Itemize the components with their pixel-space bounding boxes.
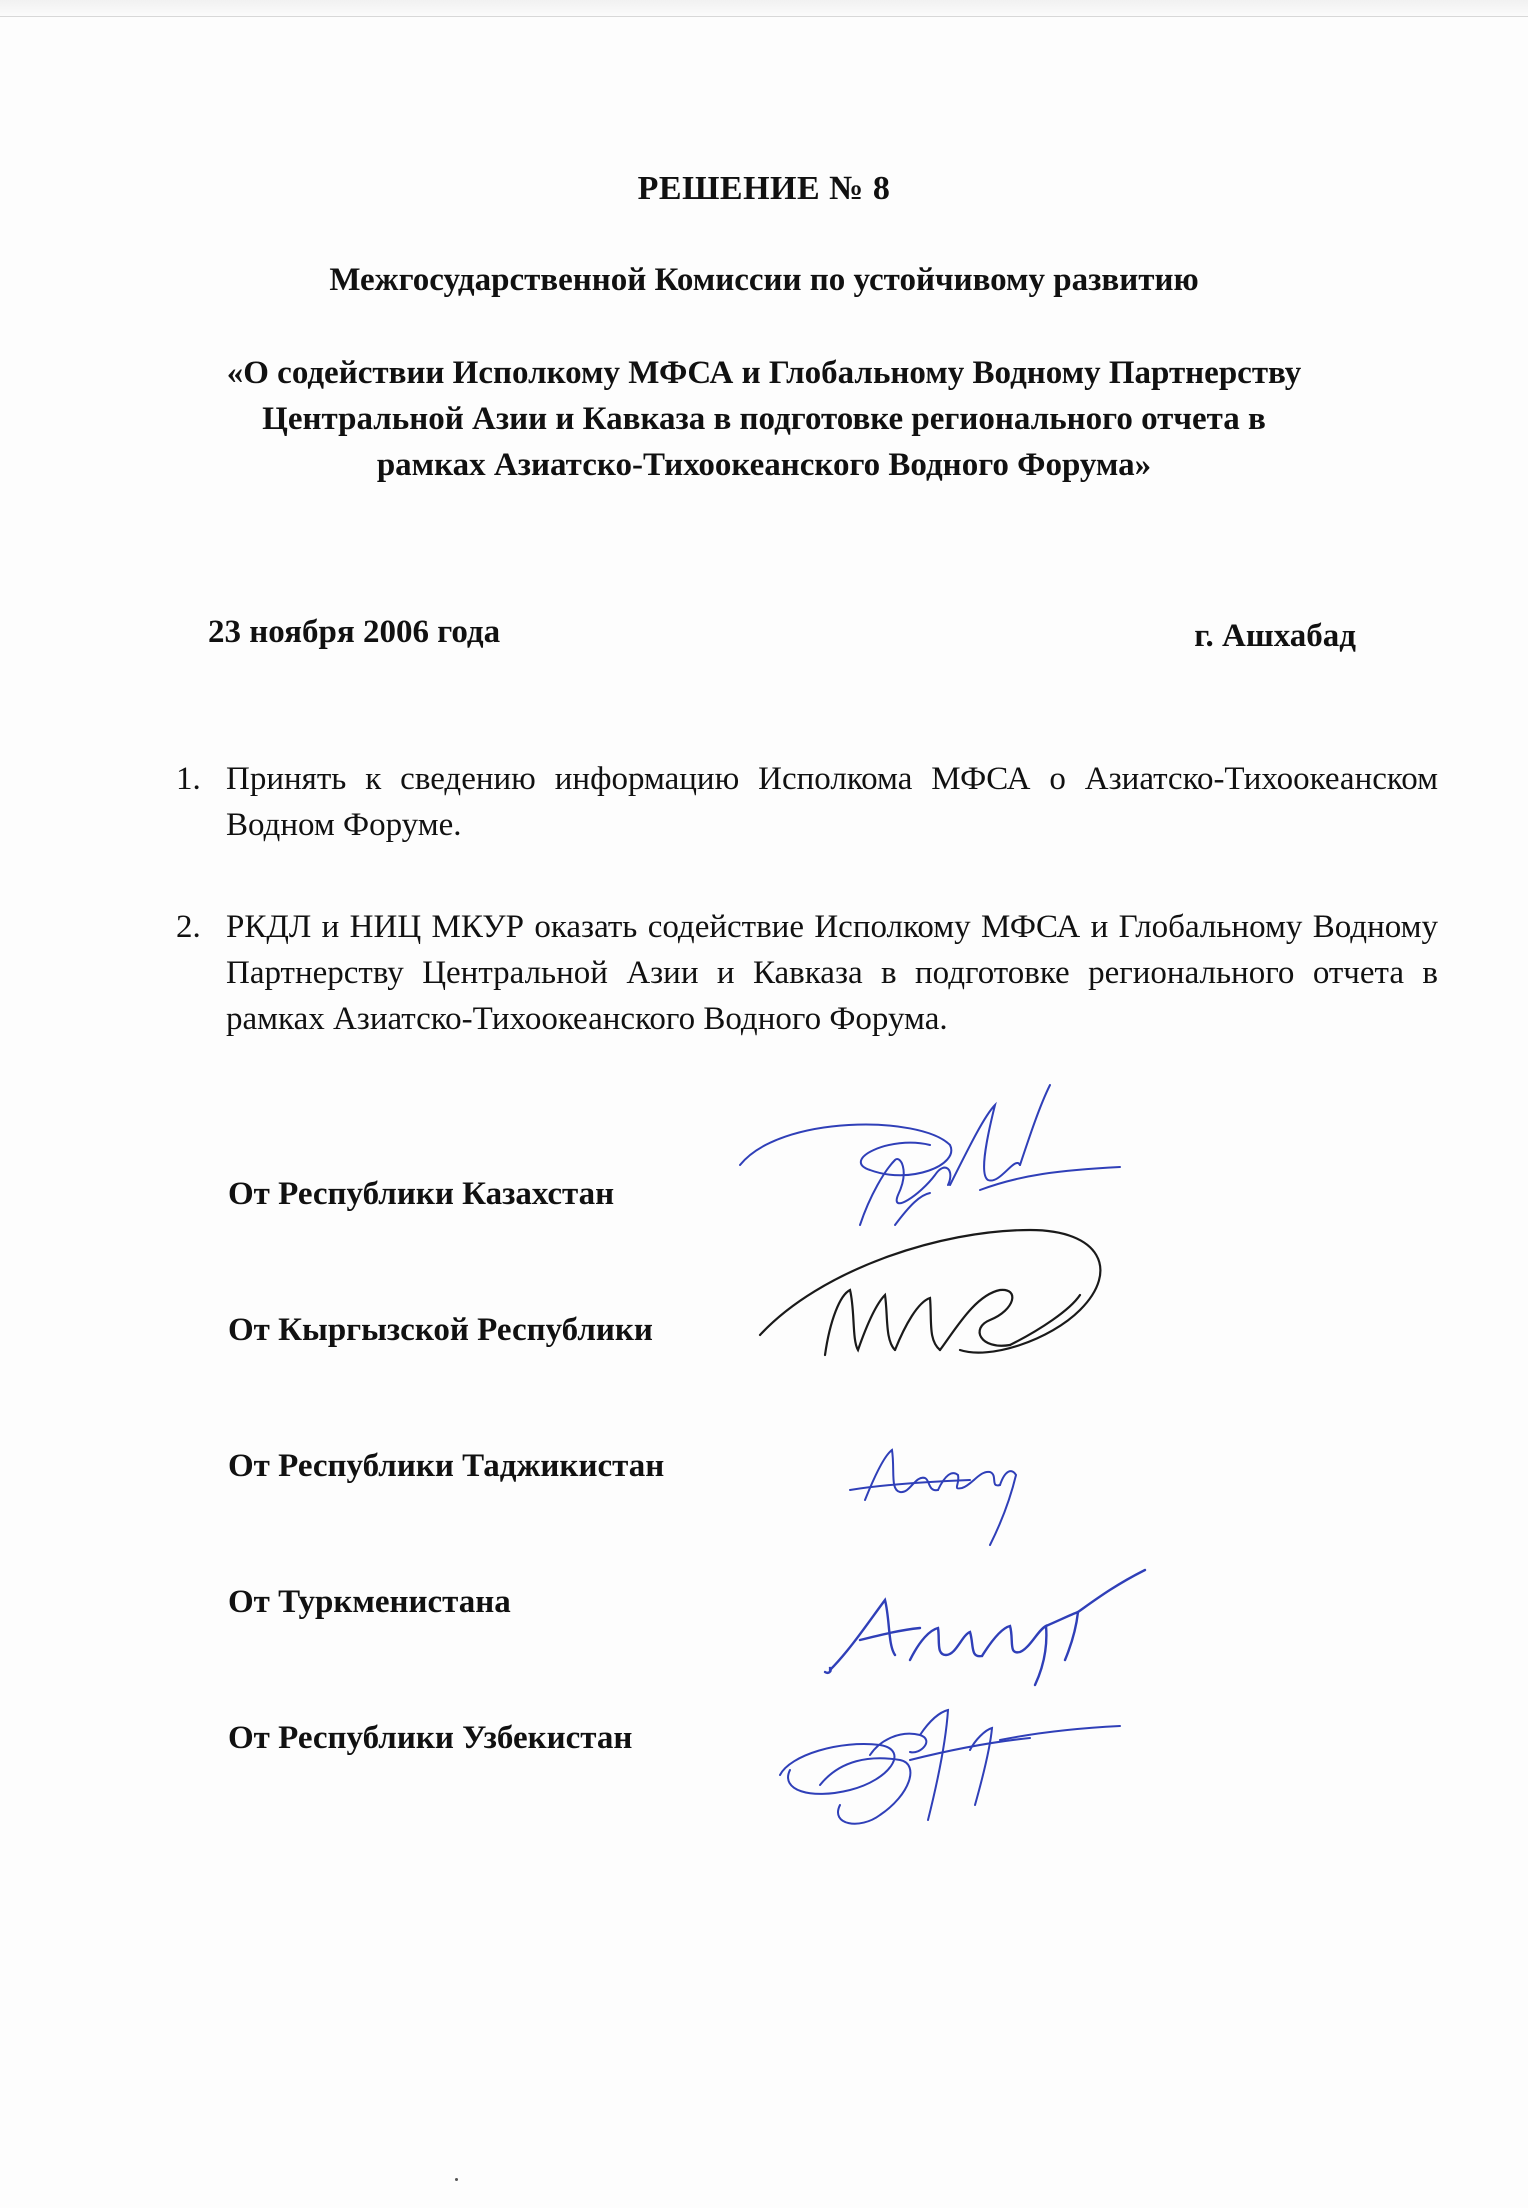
decision-item xyxy=(176,756,1438,848)
signature-kyrgyzstan-icon xyxy=(740,1210,1140,1390)
document-subtitle: Межгосударственной Комиссии по устойчивому развитию xyxy=(329,262,1199,298)
signature-uzbekistan-icon xyxy=(770,1700,1130,1840)
topic-line: рамках Азиатско-Тихоокеанского Водного Форума» xyxy=(376,447,1152,483)
document-date: 23 ноября 2006 года xyxy=(208,614,501,650)
document-title: РЕШЕНИЕ № 8 xyxy=(637,170,891,207)
item-number: 2. xyxy=(176,909,201,945)
item-text: Принять к сведению информацию Исполкома МФСА о Азиатско-Тихоокеанском Водном Форуме. xyxy=(226,761,1438,843)
document-city: г. Ашхабад xyxy=(1194,618,1356,654)
decision-item xyxy=(176,904,1438,1042)
signatory-kazakhstan: От Республики Казахстан xyxy=(228,1176,615,1212)
topic-line: «О содействии Исполкому МФСА и Глобальному Водному Партнерству xyxy=(226,355,1302,391)
item-text: РКДЛ и НИЦ МКУР оказать содействие Исполкому МФСА и Глобальному Водному Партнерству Центральной Азии и Кавказа в подготовке регионального отчета в рамках Азиатско-Тихоокеанского Водного Форума. xyxy=(226,909,1438,1037)
signature-tajikistan-icon xyxy=(840,1430,1040,1560)
document-topic xyxy=(0,350,1528,488)
signatory-tajikistan: От Республики Таджикистан xyxy=(228,1448,665,1484)
scan-edge xyxy=(0,0,1528,17)
signatory-uzbekistan: От Республики Узбекистан xyxy=(228,1720,633,1756)
topic-line: Центральной Азии и Кавказа в подготовке регионального отчета в xyxy=(262,401,1266,437)
signatory-turkmenistan: От Туркменистана xyxy=(228,1584,511,1620)
signatory-kyrgyzstan: От Кыргызской Республики xyxy=(228,1312,653,1348)
scan-speck xyxy=(455,2178,458,2181)
signature-turkmenistan-icon xyxy=(820,1560,1160,1690)
item-number: 1. xyxy=(176,761,201,797)
